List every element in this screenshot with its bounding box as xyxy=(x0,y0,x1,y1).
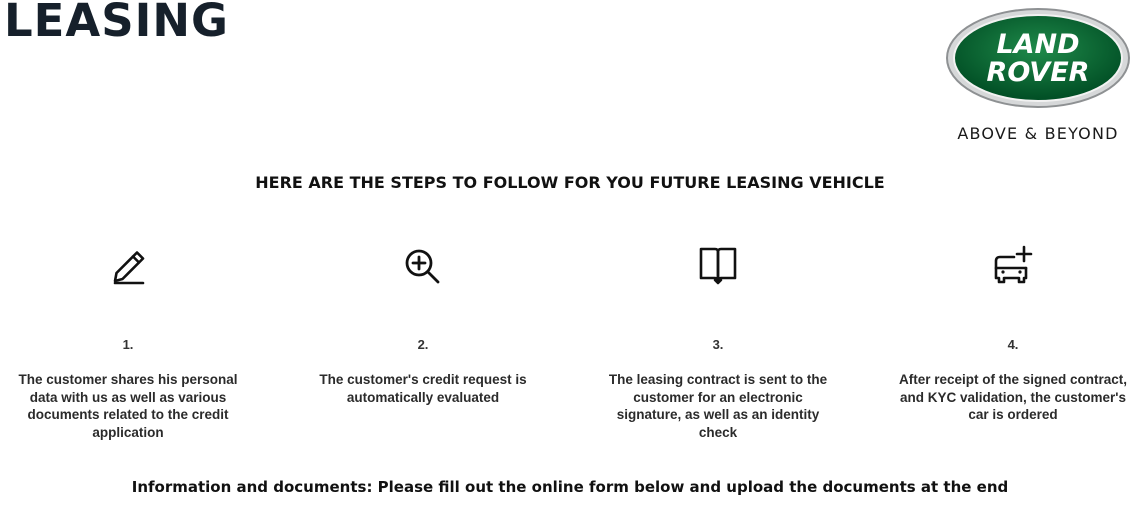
step-1 xyxy=(8,240,248,441)
pencil-icon xyxy=(106,240,150,288)
info-text: Information and documents: Please fill out the online form below and upload the documents at the end xyxy=(131,478,1009,496)
step-2 xyxy=(303,240,543,406)
steps-heading: HERE ARE THE STEPS TO FOLLOW FOR YOU FUTURE LEASING VEHICLE xyxy=(255,173,885,192)
step-description: The customer shares his personal data with us as well as various documents related to the credit application xyxy=(18,372,238,440)
step-3 xyxy=(598,240,838,441)
logo-text-line1: LAND xyxy=(996,29,1080,60)
step-number: 1. xyxy=(122,337,134,352)
step-number: 3. xyxy=(712,337,724,352)
book-icon xyxy=(696,240,740,288)
step-description: The leasing contract is sent to the customer for an electronic signature, as well as an identity check xyxy=(608,372,828,440)
step-4 xyxy=(893,240,1133,424)
page-title: LEASING xyxy=(4,0,229,47)
land-rover-logo xyxy=(944,6,1132,110)
step-number: 4. xyxy=(1007,337,1019,352)
step-number: 2. xyxy=(417,337,429,352)
zoom-in-icon xyxy=(401,240,445,288)
logo-text-line2: ROVER xyxy=(986,57,1090,88)
step-description: The customer's credit request is automatically evaluated xyxy=(319,372,527,405)
steps-list xyxy=(0,240,1140,450)
add-car-icon xyxy=(991,240,1035,288)
step-description: After receipt of the signed contract, and KYC validation, the customer's car is ordered xyxy=(898,372,1128,422)
brand-tagline: ABOVE & BEYOND xyxy=(957,124,1119,143)
